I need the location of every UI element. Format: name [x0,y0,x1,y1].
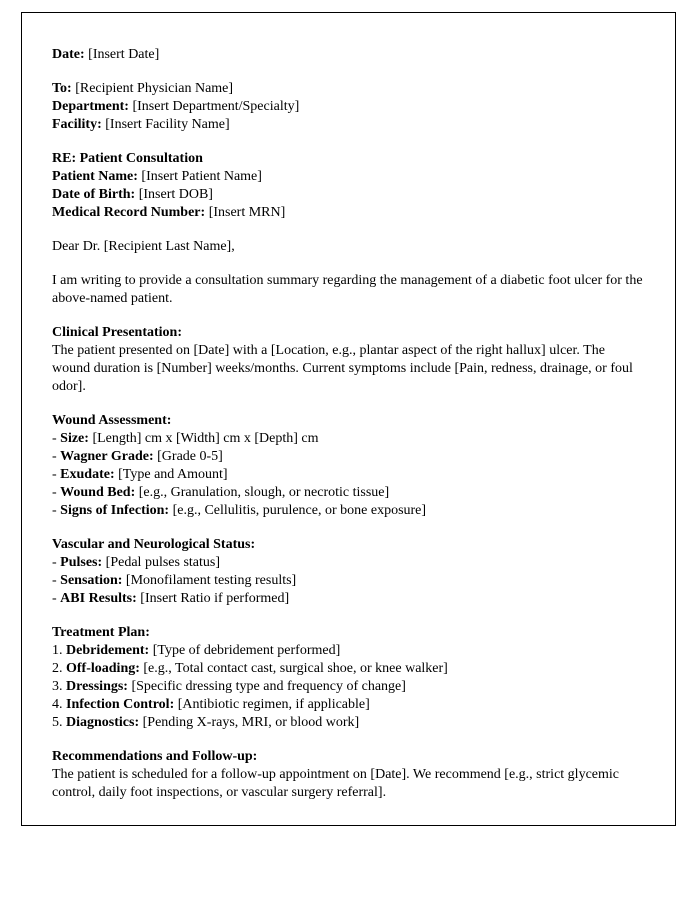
department-value: [Insert Department/Specialty] [132,99,300,114]
item-label: Infection Control: [66,697,175,712]
department-label: Department: [52,99,129,114]
patient-name-value: [Insert Patient Name] [141,169,262,184]
wound-assessment-heading: Wound Assessment: [52,413,172,428]
item-value: [Pedal pulses status] [105,555,220,570]
item-label: Wagner Grade: [60,449,154,464]
dob-label: Date of Birth: [52,187,136,202]
item-value: [Antibiotic regimen, if applicable] [177,697,370,712]
list-item [52,448,645,466]
item-prefix: 4. [52,697,63,712]
item-value: [e.g., Total contact cast, surgical shoe, or knee walker] [143,661,448,676]
wound-assessment-section [52,412,645,520]
list-item [52,484,645,502]
list-item [52,554,645,572]
recommendations-heading: Recommendations and Follow-up: [52,749,258,764]
item-prefix: - [52,431,57,446]
list-item [52,572,645,590]
item-label: Sensation: [60,573,123,588]
introduction-block [52,272,645,308]
item-value: [Type and Amount] [118,467,228,482]
reference-block [52,150,645,222]
item-label: Size: [60,431,89,446]
mrn-label: Medical Record Number: [52,205,206,220]
list-item [52,502,645,520]
item-label: Wound Bed: [60,485,136,500]
item-prefix: - [52,503,57,518]
salutation-block [52,238,645,256]
recommendations-body: The patient is scheduled for a follow-up appointment on [Date]. We recommend [e.g., strict glycemic control, daily foot inspections, or vascular surgery referral]. [52,767,619,800]
date-block [52,46,645,64]
list-item [52,466,645,484]
item-label: Signs of Infection: [60,503,170,518]
item-prefix: - [52,573,57,588]
item-value: [Insert Ratio if performed] [140,591,290,606]
item-value: [Grade 0-5] [157,449,223,464]
department-line [52,98,645,116]
facility-label: Facility: [52,117,102,132]
item-value: [Type of debridement performed] [152,643,341,658]
treatment-plan-section [52,624,645,732]
clinical-presentation-body: The patient presented on [Date] with a [Location, e.g., plantar aspect of the right hallux] ulcer. The wound duration is [Number] weeks/months. Current symptoms include [Pain, redness, drainage, or foul odor]. [52,343,633,394]
mrn-line [52,204,645,222]
dob-line [52,186,645,204]
item-prefix: 3. [52,679,63,694]
item-label: Off-loading: [66,661,140,676]
clinical-presentation-heading: Clinical Presentation: [52,325,183,340]
item-value: [Specific dressing type and frequency of change] [131,679,406,694]
to-value: [Recipient Physician Name] [75,81,234,96]
to-label: To: [52,81,72,96]
facility-line [52,116,645,134]
list-item [52,660,645,678]
item-value: [Length] cm x [Width] cm x [Depth] cm [92,431,319,446]
recommendations-heading-line [52,748,645,766]
patient-name-label: Patient Name: [52,169,138,184]
item-prefix: 5. [52,715,63,730]
item-prefix: - [52,555,57,570]
item-label: Debridement: [66,643,150,658]
clinical-presentation-heading-line [52,324,645,342]
list-item [52,678,645,696]
item-value: [Monofilament testing results] [125,573,297,588]
patient-name-line [52,168,645,186]
vascular-neurological-section [52,536,645,608]
vascular-neurological-heading: Vascular and Neurological Status: [52,537,256,552]
re-subject-line [52,150,645,168]
mrn-value: [Insert MRN] [208,205,286,220]
recommendations-section [52,748,645,802]
item-value: [e.g., Cellulitis, purulence, or bone exposure] [172,503,427,518]
list-item [52,430,645,448]
item-value: [Pending X-rays, MRI, or blood work] [142,715,360,730]
item-prefix: 1. [52,643,63,658]
date-value: [Insert Date] [88,47,160,62]
item-label: Dressings: [66,679,128,694]
item-value: [e.g., Granulation, slough, or necrotic tissue] [138,485,390,500]
item-label: Diagnostics: [66,715,140,730]
wound-assessment-heading-line [52,412,645,430]
item-label: Exudate: [60,467,115,482]
treatment-plan-heading-line [52,624,645,642]
facility-value: [Insert Facility Name] [105,117,230,132]
item-prefix: 2. [52,661,63,676]
recipient-block [52,80,645,134]
list-item [52,590,645,608]
treatment-plan-heading: Treatment Plan: [52,625,150,640]
list-item [52,714,645,732]
date-label: Date: [52,47,85,62]
dob-value: [Insert DOB] [138,187,213,202]
clinical-presentation-section [52,324,645,396]
item-prefix: - [52,449,57,464]
list-item [52,696,645,714]
date-line [52,46,645,64]
list-item [52,642,645,660]
item-label: Pulses: [60,555,103,570]
item-prefix: - [52,467,57,482]
item-prefix: - [52,485,57,500]
letter-page [21,12,676,826]
vascular-neurological-heading-line [52,536,645,554]
item-prefix: - [52,591,57,606]
item-label: ABI Results: [60,591,137,606]
salutation-line: Dear Dr. [Recipient Last Name], [52,239,235,254]
introduction-paragraph: I am writing to provide a consultation summary regarding the management of a diabetic foot ulcer for the above-named patient. [52,273,643,306]
to-line [52,80,645,98]
re-subject: RE: Patient Consultation [52,151,203,166]
